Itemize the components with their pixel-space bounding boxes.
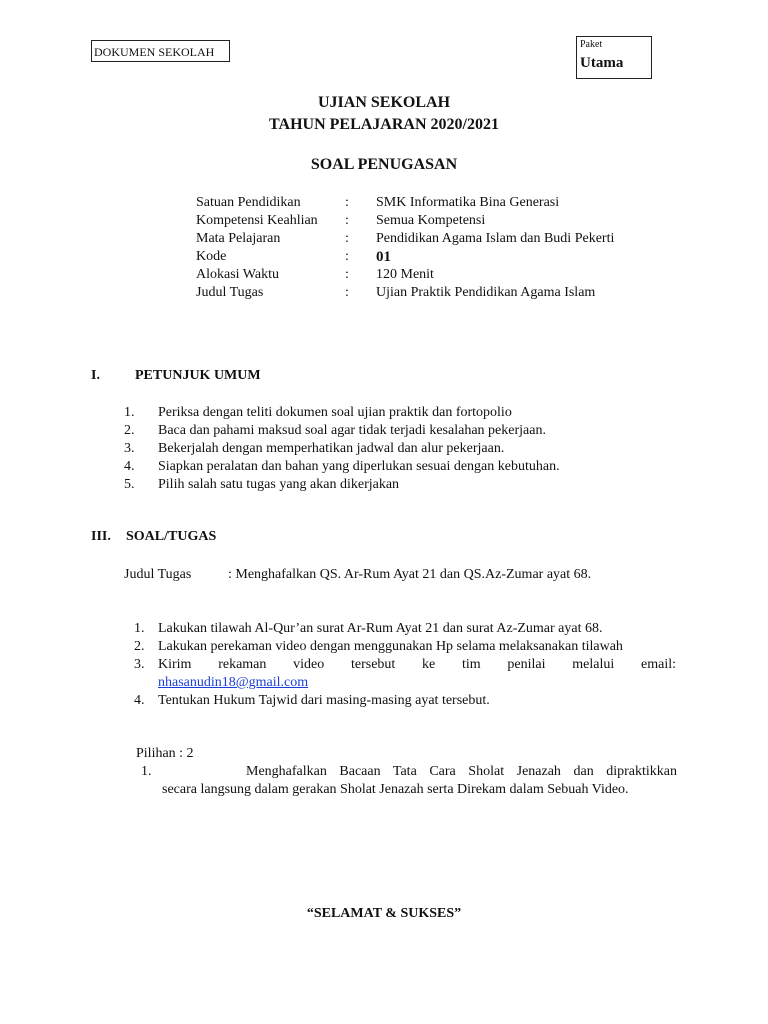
list-number: 5. (124, 477, 135, 492)
closing-message: “SELAMAT & SUKSES” (306, 906, 462, 921)
general-instructions-list (0, 404, 768, 494)
list-item (0, 404, 768, 422)
list-number: 3. (134, 657, 145, 672)
task-title-label: Judul Tugas (124, 567, 192, 582)
list-number: 1. (134, 621, 145, 636)
info-row (0, 284, 768, 302)
info-colon: : (345, 285, 349, 300)
list-number: 3. (124, 441, 135, 456)
info-label: Satuan Pendidikan (196, 195, 301, 210)
info-value: SMK Informatika Bina Generasi (376, 195, 560, 210)
section-1-number: I. (91, 368, 100, 383)
list-item (0, 620, 768, 638)
info-colon: : (345, 231, 349, 246)
info-colon: : (345, 213, 349, 228)
info-value: 120 Menit (376, 267, 434, 282)
info-value: Semua Kompetensi (376, 213, 486, 228)
list-text: Bekerjalah dengan memperhatikan jadwal dan alur pekerjaan. (158, 441, 505, 456)
section-3-title: SOAL/TUGAS (126, 529, 217, 544)
info-label: Mata Pelajaran (196, 231, 281, 246)
option-number: 1. (141, 764, 152, 779)
list-item (0, 638, 768, 656)
list-item (0, 422, 768, 440)
option-label: Pilihan : 2 (136, 746, 194, 761)
task-title-value: : Menghafalkan QS. Ar-Rum Ayat 21 dan QS.Az-Zumar ayat 68. (228, 567, 592, 582)
list-text: Tentukan Hukum Tajwid dari masing-masing ayat tersebut. (158, 693, 490, 708)
section-1-title: PETUNJUK UMUM (135, 368, 261, 383)
list-text: Lakukan perekaman video dengan menggunakan Hp selama melaksanakan tilawah (158, 639, 623, 654)
list-number: 1. (124, 405, 135, 420)
option-text-line-2: secara langsung dalam gerakan Sholat Jenazah serta Direkam dalam Sebuah Video. (162, 782, 629, 797)
document-label-box (91, 40, 230, 62)
email-line (0, 674, 768, 692)
list-number: 2. (124, 423, 135, 438)
info-label: Kompetensi Keahlian (196, 213, 318, 228)
list-item (0, 656, 768, 674)
list-number: 2. (134, 639, 145, 654)
info-row (0, 230, 768, 248)
info-row (0, 212, 768, 230)
exam-title: UJIAN SEKOLAH (317, 94, 451, 111)
info-colon: : (345, 249, 349, 264)
section-3-number: III. (91, 529, 111, 544)
list-number: 4. (124, 459, 135, 474)
list-item (0, 440, 768, 458)
list-number: 4. (134, 693, 145, 708)
info-row (0, 194, 768, 212)
email-link[interactable]: nhasanudin18@gmail.com (158, 675, 309, 690)
list-item (0, 692, 768, 710)
task-list (0, 620, 768, 720)
list-item (0, 458, 768, 476)
academic-year-title: TAHUN PELAJARAN 2020/2021 (269, 116, 499, 133)
paket-value: Utama (580, 55, 624, 71)
list-text: Lakukan tilawah Al-Qur’an surat Ar-Rum Ayat 21 dan surat Az-Zumar ayat 68. (158, 621, 603, 636)
info-value: Ujian Praktik Pendidikan Agama Islam (376, 285, 596, 300)
info-value: 01 (376, 249, 391, 265)
info-row (0, 266, 768, 284)
list-text: Siapkan peralatan dan bahan yang diperlukan sesuai dengan kebutuhan. (158, 459, 560, 474)
list-text: Periksa dengan teliti dokumen soal ujian praktik dan fortopolio (158, 405, 512, 420)
assignment-title: SOAL PENUGASAN (310, 156, 458, 173)
info-table (0, 194, 768, 302)
list-text: Pilih salah satu tugas yang akan dikerjakan (158, 477, 400, 492)
list-item (0, 476, 768, 494)
document-label: DOKUMEN SEKOLAH (94, 45, 215, 59)
info-row (0, 248, 768, 266)
info-colon: : (345, 195, 349, 210)
list-text: Baca dan pahami maksud soal agar tidak terjadi kesalahan pekerjaan. (158, 423, 546, 438)
paket-label: Paket (580, 39, 603, 50)
option-text-line-1: Menghafalkan Bacaan Tata Cara Sholat Jenazah dan dipraktikkan (246, 764, 677, 779)
list-text: Kirim rekaman video tersebut ke tim penilai melalui email: (158, 657, 676, 672)
info-colon: : (345, 267, 349, 282)
info-label: Alokasi Waktu (196, 267, 279, 282)
info-value: Pendidikan Agama Islam dan Budi Pekerti (376, 231, 615, 246)
paket-box (576, 36, 652, 79)
info-label: Kode (196, 249, 227, 264)
info-label: Judul Tugas (196, 285, 264, 300)
